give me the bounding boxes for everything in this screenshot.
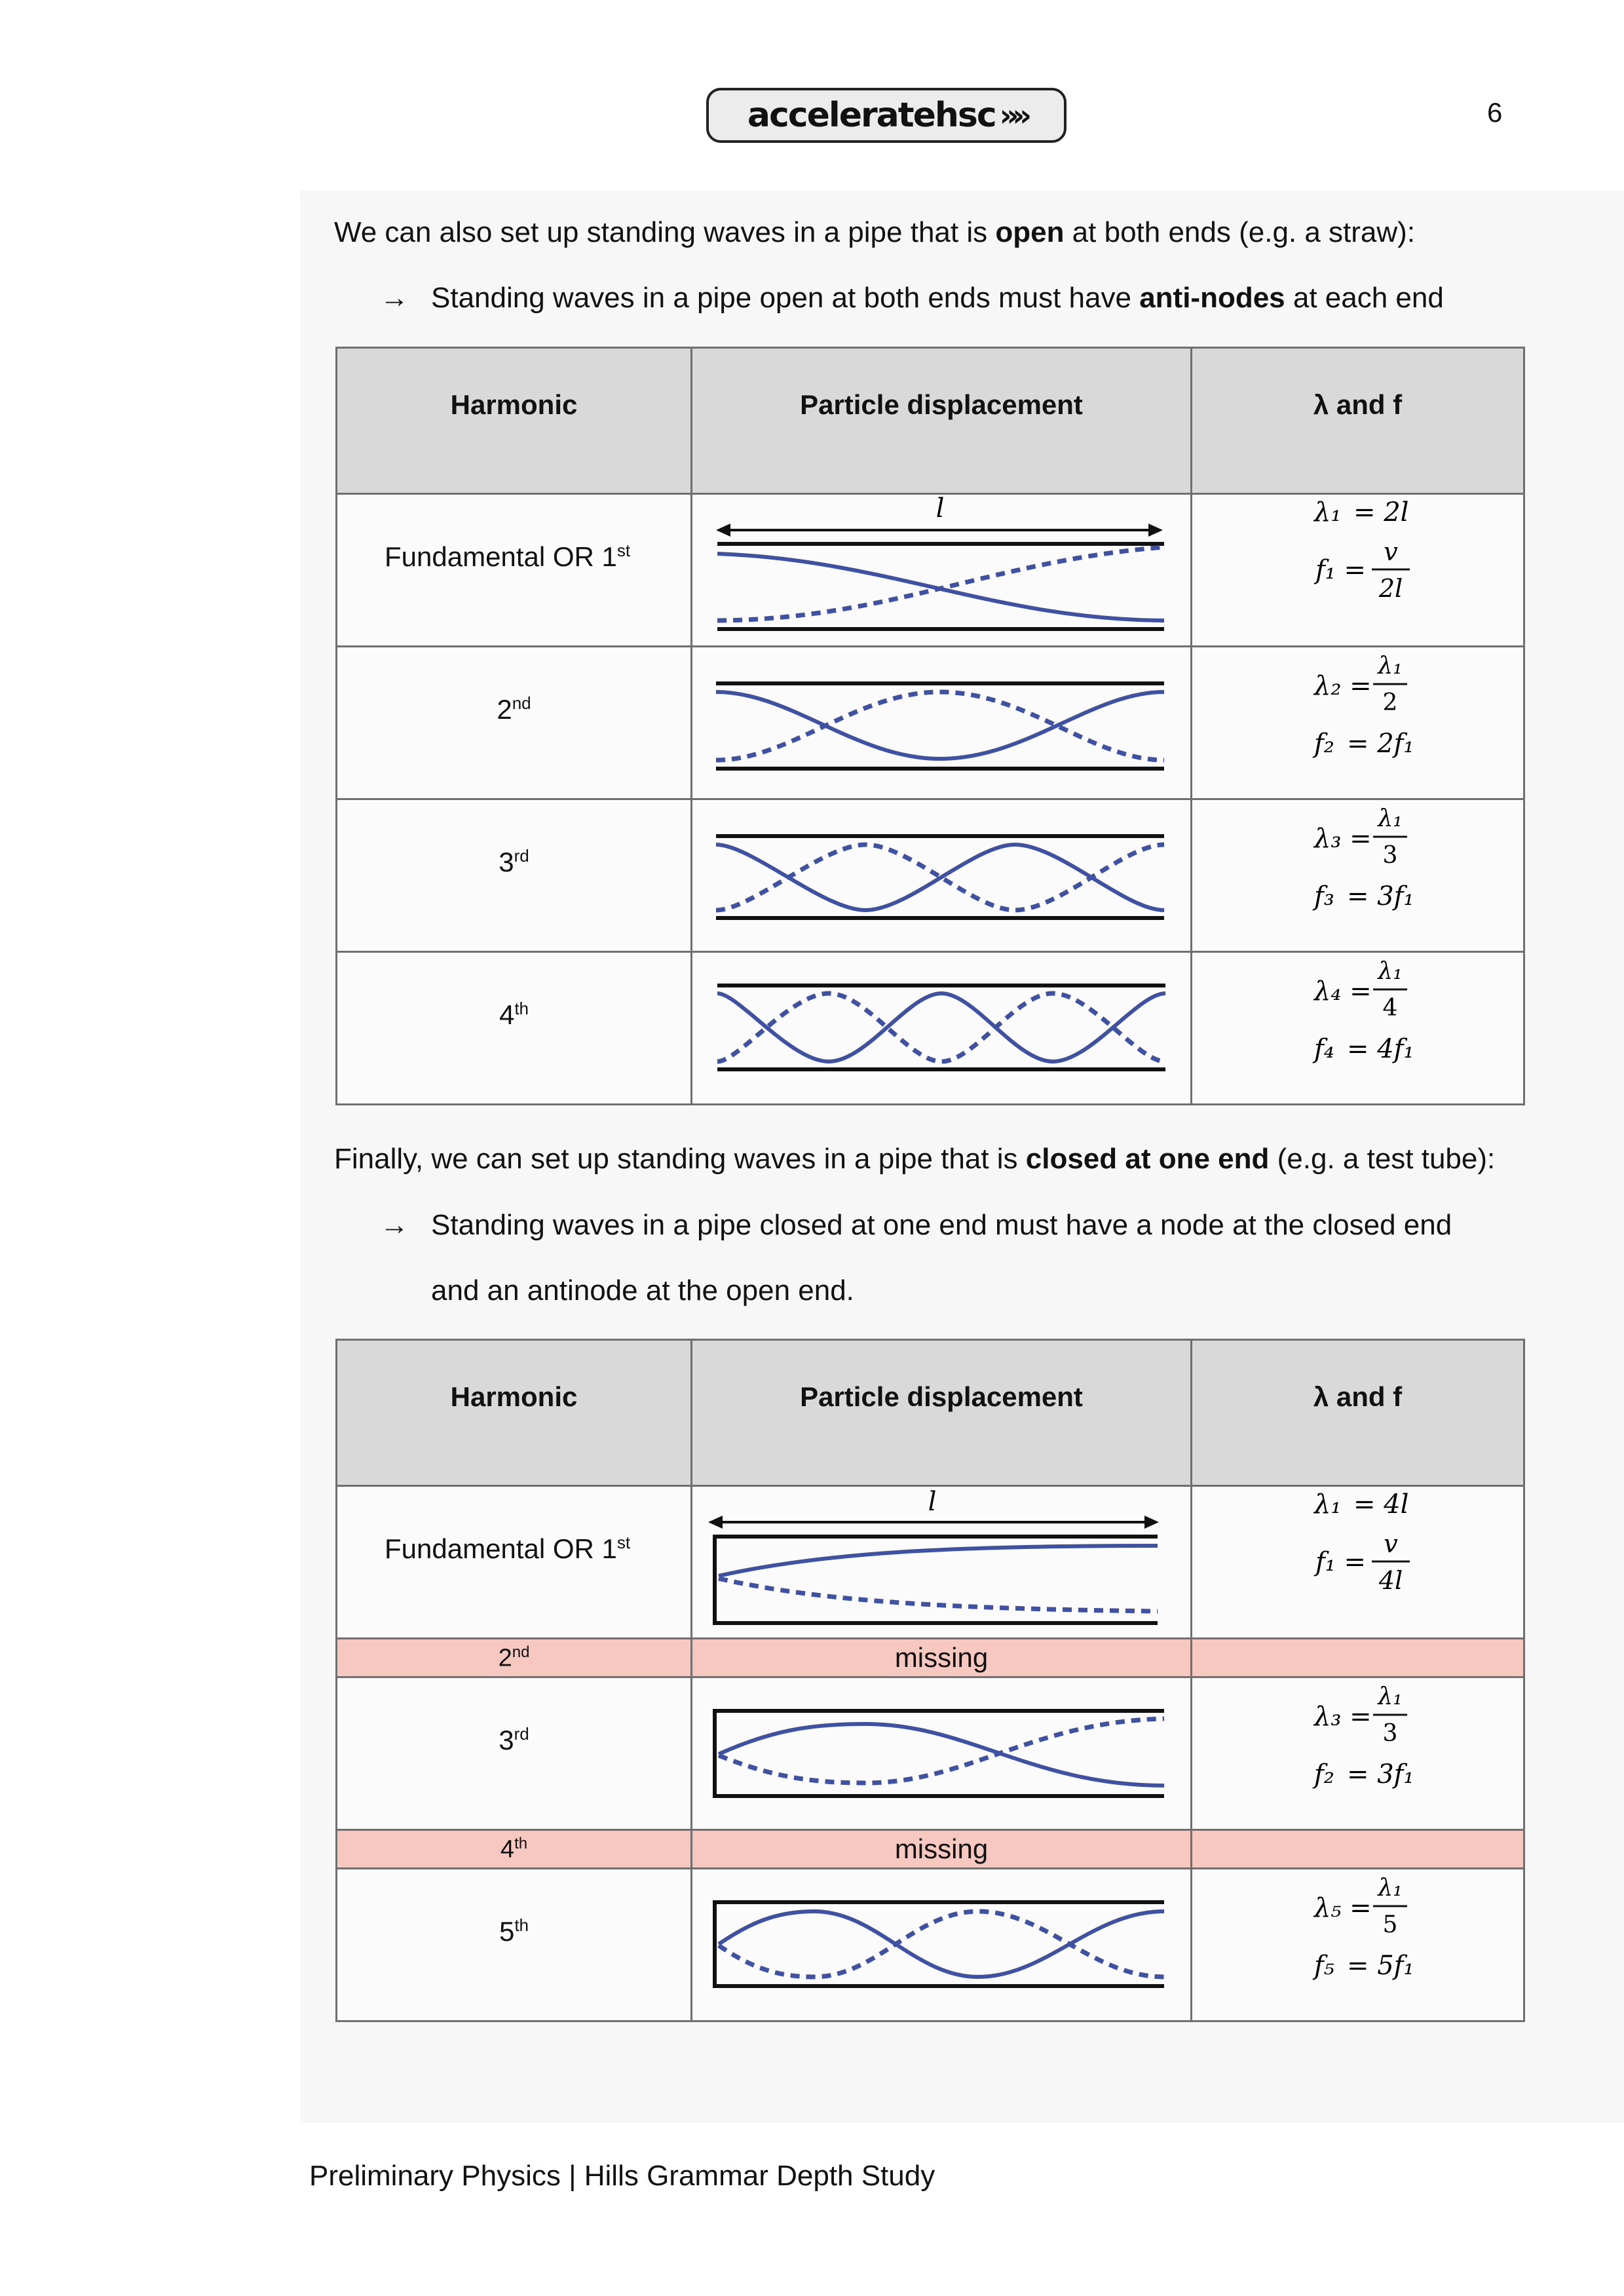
formula-cell [1192,1486,1524,1639]
wave-dashed [716,692,1164,760]
page-footer: Preliminary Physics | Hills Grammar Depth Study [309,2160,935,2192]
closed-pipe-table [335,1339,1525,2022]
displacement-cell [692,1677,1192,1830]
harmonic-cell [337,494,692,647]
harmonic-cell [337,1830,692,1869]
table-header-row [337,348,1524,494]
bullet-text-end: at each end [1285,282,1444,314]
table-row [337,647,1524,799]
formula-cell [1192,494,1524,647]
formula-closed-fundamental [1192,1487,1523,1637]
wave-solid [717,993,1165,1062]
formula-3rd [1192,800,1523,951]
fraction-denominator: 5 [1382,1911,1398,1938]
wave-solid [719,1546,1158,1576]
header-harmonic: Harmonic [337,348,692,494]
wavelength-symbol: λ₃ = [1314,824,1372,854]
table-row [337,799,1524,952]
closed-pipe-outline [715,1711,1164,1796]
bullet-text: Standing waves in a pipe open at both ends must have [431,282,1140,314]
closed-fundamental-diagram [692,1487,1190,1637]
fraction-denominator: 3 [1382,842,1398,869]
intro-bold: closed at one end [1025,1143,1270,1175]
empty-cell [1192,1639,1524,1677]
frequency-expr: = 4f₁ [1347,1034,1414,1064]
wave-dashed [719,1578,1158,1611]
table-row [337,1486,1524,1639]
fraction-denominator: 4 [1382,995,1398,1022]
fraction-denominator: 2l [1378,574,1403,603]
frequency-expr: = 3f₁ [1347,1759,1414,1789]
frequency-expr: = 2f₁ [1347,729,1414,759]
open-pipe-table [335,347,1525,1105]
missing-label: missing [692,1830,1192,1869]
table-row [337,1677,1524,1830]
closed-pipe-bullet-line2: and an antinode at the open end. [431,1274,854,1307]
harmonic-sup: nd [512,693,531,713]
table-row-missing [337,1830,1524,1869]
open-3rd-diagram [692,800,1190,951]
length-label: l [935,495,945,524]
intro-text: Finally, we can set up standing waves in a pipe that is [334,1143,1026,1175]
frequency-expr: = 5f₁ [1347,1951,1414,1981]
formula-cell [1192,1677,1524,1830]
fraction-numerator: λ₁ [1378,1875,1403,1902]
intro-text-end: (e.g. a test tube): [1269,1143,1496,1175]
formula-cell [1192,799,1524,952]
wave-solid [716,845,1164,910]
harmonic-label: Fundamental OR 1 [385,1533,617,1564]
header-harmonic: Harmonic [337,1340,692,1486]
harmonic-cell [337,1677,692,1830]
frequency-symbol: f₂ [1314,1759,1334,1789]
harmonic-cell [337,799,692,952]
fraction-numerator: λ₁ [1378,805,1403,832]
wave-dashed [719,1911,1164,1977]
harmonic-label: 2 [497,694,512,725]
header-lambda-f: λ and f [1192,348,1524,494]
wave-solid [716,692,1164,759]
table-row [337,952,1524,1105]
harmonic-label: 3 [499,1725,514,1755]
frequency-expr: = 3f₁ [1347,881,1414,911]
bullet-arrow-icon: → [380,1209,409,1241]
fraction-numerator: λ₁ [1378,1683,1403,1710]
frequency-symbol: f₃ [1314,881,1334,911]
table-row-missing [337,1639,1524,1677]
displacement-cell [692,952,1192,1105]
formula-fundamental [1192,495,1523,645]
open-fundamental-diagram [692,495,1190,645]
wavelength-expr: = 4l [1353,1489,1409,1520]
intro-text-end: at both ends (e.g. a straw): [1064,216,1416,248]
table-row [337,494,1524,647]
wavelength-symbol: λ₁ [1314,497,1342,527]
frequency-symbol: f₄ [1314,1034,1334,1064]
formula-cell [1192,1869,1524,2021]
wavelength-symbol: λ₅ = [1314,1893,1372,1923]
closed-pipe-bullet-line1: Standing waves in a pipe closed at one end must have a node at the closed end [431,1209,1452,1241]
displacement-cell [692,1869,1192,2021]
open-pipe-intro [334,216,1415,249]
fraction-denominator: 3 [1382,1720,1398,1747]
harmonic-sup: rd [514,846,529,866]
bullet-bold: anti-nodes [1139,282,1285,314]
harmonic-label: Fundamental OR 1 [385,541,617,572]
fraction-denominator: 2 [1382,689,1398,716]
header-displacement: Particle displacement [692,348,1192,494]
formula-closed-5th [1192,1869,1523,2020]
wave-solid [719,1911,1164,1977]
missing-label: missing [692,1639,1192,1677]
frequency-symbol: f₂ [1314,729,1334,759]
harmonic-label: 5 [499,1916,515,1947]
wavelength-symbol: λ₂ = [1314,671,1372,701]
harmonic-sup: th [514,1915,529,1935]
bullet-arrow-icon: → [380,282,409,314]
wave-dashed [717,993,1165,1062]
table-header-row [337,1340,1524,1486]
intro-text: We can also set up standing waves in a pipe that is [334,216,996,248]
displacement-cell [692,494,1192,647]
harmonic-sup: rd [514,1724,529,1744]
closed-5th-diagram [692,1869,1190,2020]
displacement-cell [692,799,1192,952]
closed-pipe-intro [334,1143,1495,1176]
formula-2nd [1192,647,1523,798]
wavelength-expr: = 2l [1353,497,1409,527]
arrow-right-icon [1148,524,1163,537]
formula-4th [1192,953,1523,1103]
header-displacement: Particle displacement [692,1340,1192,1486]
harmonic-label: 3 [499,847,514,877]
harmonic-cell [337,1486,692,1639]
fraction-numerator: λ₁ [1378,958,1403,985]
harmonic-label: 2 [498,1644,512,1672]
table-row [337,1869,1524,2021]
wavelength-symbol: λ₄ = [1314,976,1372,1006]
harmonic-cell [337,952,692,1105]
formula-cell [1192,647,1524,799]
length-label: l [928,1487,937,1517]
open-2nd-diagram [692,647,1190,798]
logo-arrows-icon: »» [999,98,1026,133]
harmonic-cell [337,647,692,799]
closed-3rd-diagram [692,1678,1190,1829]
harmonic-sup: th [514,1834,528,1852]
harmonic-sup: th [514,999,529,1018]
wave-dashed [719,1719,1164,1783]
arrow-left-icon [716,524,730,537]
logo-text: acceleratehsc [747,96,996,135]
harmonic-sup: st [616,1533,631,1552]
frequency-symbol: f₁ = [1315,555,1367,585]
intro-bold: open [995,216,1065,248]
frequency-symbol: f₁ = [1315,1547,1367,1577]
header-lambda-f: λ and f [1192,1340,1524,1486]
page-number: 6 [1487,97,1503,128]
arrow-right-icon [1144,1516,1159,1529]
wavelength-symbol: λ₁ [1314,1489,1342,1520]
harmonic-cell [337,1639,692,1677]
fraction-denominator: 4l [1378,1566,1403,1595]
formula-cell [1192,952,1524,1105]
harmonic-cell [337,1869,692,2021]
harmonic-label: 4 [499,999,515,1030]
fraction-numerator: λ₁ [1378,653,1403,679]
fraction-numerator: v [1384,537,1398,566]
frequency-symbol: f₅ [1314,1951,1334,1981]
harmonic-label: 4 [500,1835,515,1864]
arrow-left-icon [708,1516,723,1529]
harmonic-sup: st [616,541,631,560]
displacement-cell [692,647,1192,799]
harmonic-sup: nd [512,1643,530,1661]
wavelength-symbol: λ₃ = [1314,1702,1372,1732]
empty-cell [1192,1830,1524,1869]
brand-logo [706,88,1067,143]
open-pipe-bullet [431,282,1444,315]
fraction-numerator: v [1384,1529,1398,1558]
open-4th-diagram [692,953,1190,1103]
displacement-cell [692,1486,1192,1639]
formula-closed-3rd [1192,1678,1523,1829]
